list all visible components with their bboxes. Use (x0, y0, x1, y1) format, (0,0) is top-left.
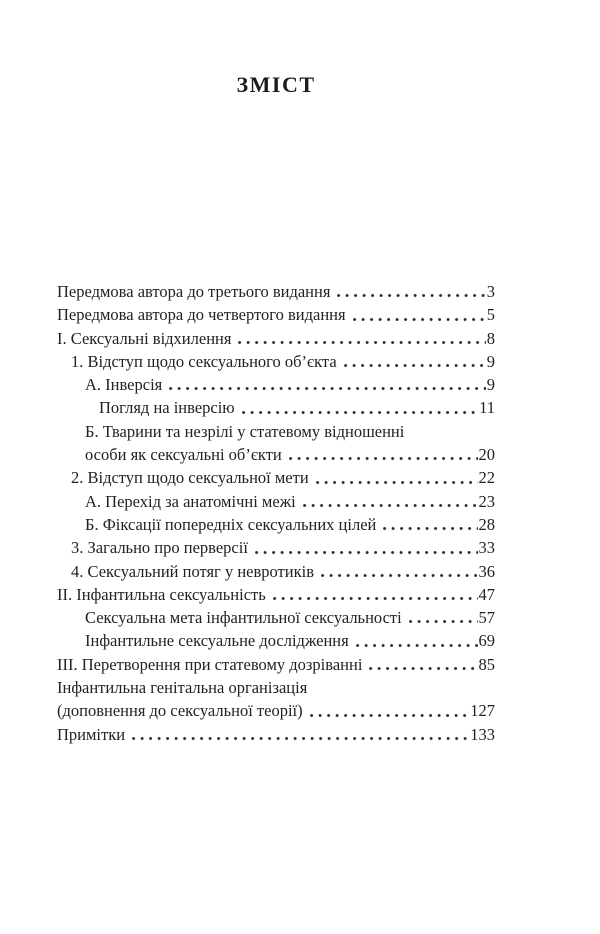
toc-entry-text: 1. Відступ щодо сексуального об’єкта (71, 351, 337, 371)
toc-entry-text: Примітки (57, 724, 126, 744)
toc-entry (57, 420, 495, 467)
toc-entry-text: III. Перетворення при статевому дозріванні (57, 654, 363, 674)
toc-entry (57, 723, 495, 746)
dot-leader (337, 292, 485, 299)
dot-leader (273, 595, 478, 602)
dot-leader (344, 362, 486, 369)
toc-entry (57, 490, 495, 513)
dot-leader (255, 549, 478, 556)
toc-entry (57, 396, 495, 419)
toc-entry-page: 57 (478, 608, 495, 628)
toc-entry-text: особи як сексуальні об’єкти (85, 445, 282, 465)
table-of-contents (57, 280, 495, 746)
dot-leader (303, 502, 478, 509)
dot-leader (316, 479, 478, 486)
toc-entry-page: 22 (478, 468, 495, 488)
toc-entry-page: 85 (478, 654, 495, 674)
toc-entry-text: Передмова автора до четвертого видання (57, 305, 346, 325)
toc-entry (57, 373, 495, 396)
toc-entry-page: 23 (478, 491, 495, 511)
toc-entry (57, 513, 495, 536)
toc-entry (57, 327, 495, 350)
toc-entry-text-line1: Інфантильна генітальна організація (57, 678, 308, 698)
toc-entry-page: 33 (478, 538, 495, 558)
dot-leader (132, 735, 469, 742)
dot-leader (289, 455, 478, 462)
toc-entry (57, 466, 495, 489)
toc-entry-page: 47 (478, 584, 495, 604)
dot-leader (321, 572, 478, 579)
dot-leader (242, 409, 478, 416)
page-title: ЗМІСТ (236, 72, 316, 97)
toc-entry-text: (доповнення до сексуальної теорії) (57, 701, 303, 721)
toc-entry (57, 560, 495, 583)
toc-entry (57, 653, 495, 676)
toc-entry-text: Сексуальна мета інфантильної сексуальності (85, 608, 402, 628)
dot-leader (369, 665, 477, 672)
toc-entry-text: I. Сексуальні відхилення (57, 328, 232, 348)
toc-entry-text: А. Інверсія (85, 375, 163, 395)
dot-leader (409, 618, 478, 625)
dot-leader (238, 339, 485, 346)
toc-entry-text-line1: Б. Тварини та незрілі у статевому відношенні (85, 421, 405, 441)
toc-entry-text: А. Перехід за анатомічні межі (85, 491, 296, 511)
toc-entry-page: 20 (478, 445, 495, 465)
toc-entry-page: 127 (470, 701, 495, 721)
dot-leader (310, 712, 470, 719)
toc-entry (57, 350, 495, 373)
toc-entry-text: 3. Загально про перверсії (71, 538, 248, 558)
toc-entry (57, 676, 495, 723)
toc-entry-page: 5 (486, 305, 495, 325)
dot-leader (356, 642, 478, 649)
dot-leader (383, 525, 477, 532)
toc-entry (57, 583, 495, 606)
toc-entry-page: 133 (470, 724, 495, 744)
toc-entry-page: 69 (478, 631, 495, 651)
toc-entry-page: 36 (478, 561, 495, 581)
toc-entry (57, 606, 495, 629)
dot-leader (353, 316, 486, 323)
toc-entry (57, 303, 495, 326)
toc-entry (57, 280, 495, 303)
toc-entry-text: Передмова автора до третього видання (57, 282, 331, 301)
toc-entry (57, 536, 495, 559)
dot-leader (169, 385, 485, 392)
toc-entry-page: 3 (486, 282, 495, 301)
toc-entry-text: 4. Сексуальний потяг у невротиків (71, 561, 314, 581)
toc-entry-text: 2. Відступ щодо сексуальної мети (71, 468, 309, 488)
toc-entry-text: Інфантильне сексуальне дослідження (85, 631, 349, 651)
toc-entry-text: II. Інфантильна сексуальність (57, 584, 266, 604)
toc-entry-page: 28 (478, 514, 495, 534)
toc-entry-page: 8 (486, 328, 495, 348)
toc-entry-page: 9 (486, 375, 495, 395)
toc-entry-text: Погляд на інверсію (99, 398, 235, 418)
toc-entry-page: 9 (486, 351, 495, 371)
toc-entry (57, 629, 495, 652)
toc-entry-page: 11 (479, 398, 495, 418)
toc-entry-text: Б. Фіксації попередніх сексуальних цілей (85, 514, 377, 534)
